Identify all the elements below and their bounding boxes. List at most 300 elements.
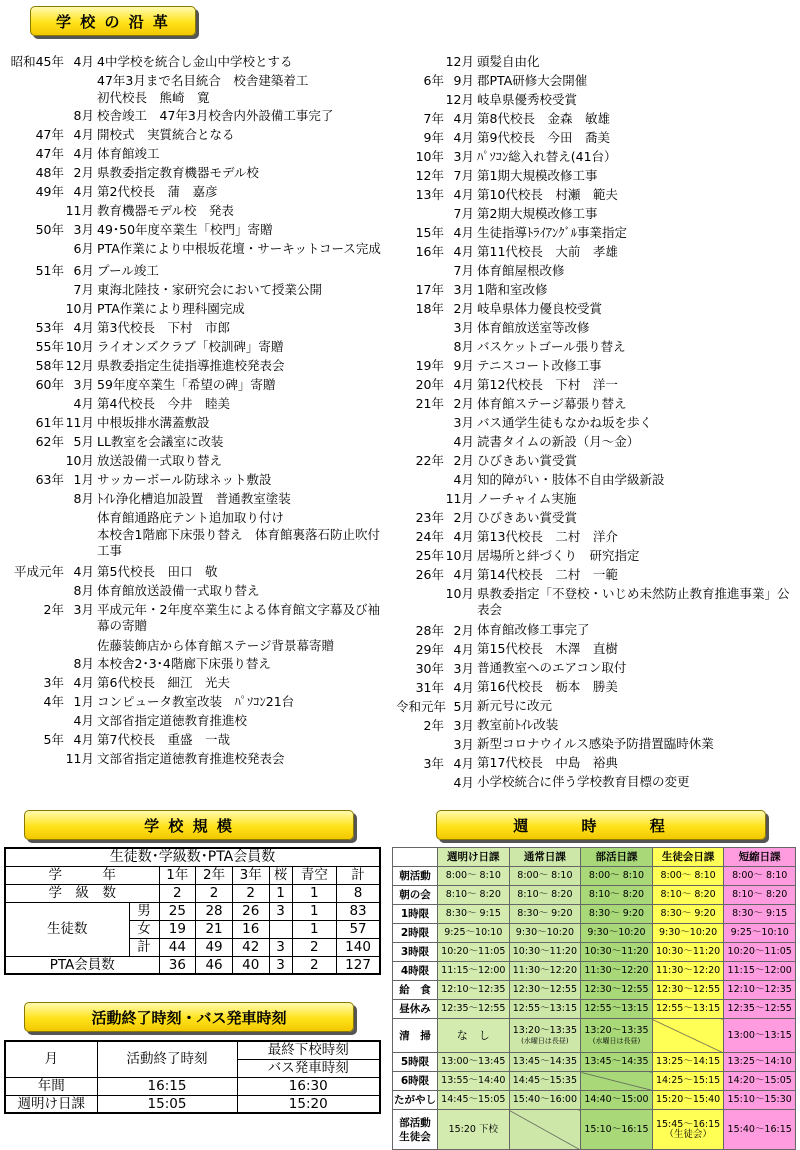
history-event: 第1期大規模改修工事	[477, 167, 598, 183]
period-label: 1時限	[393, 905, 438, 924]
period-label: 給 食	[393, 981, 438, 1000]
history-year	[0, 239, 64, 258]
finish-time-table	[4, 1040, 381, 1114]
history-event: 本校舎2･3･4階廊下床張り替え	[97, 655, 271, 671]
history-row	[396, 299, 800, 318]
history-row	[0, 89, 392, 107]
history-event: ひびきあい賞受賞	[477, 509, 578, 525]
history-year: 13年	[415, 187, 444, 202]
schedule-cell: 8:00～ 8:10	[581, 867, 653, 886]
history-event: 普通教室へのエアコン取付	[477, 660, 627, 675]
schedule-row	[393, 1053, 796, 1072]
history-event: プール竣工	[97, 262, 159, 278]
history-month: 12月	[445, 54, 474, 69]
cell: 42	[232, 938, 269, 956]
history-month: 8月	[73, 656, 94, 671]
history-year: 48年	[35, 165, 64, 180]
history-month: 10月	[445, 586, 474, 601]
schedule-cell: 8:10～ 8:20	[509, 886, 581, 905]
history-event: 佐藤装飾店から体育館ステージ背景幕寄贈	[97, 638, 335, 653]
history-row	[0, 637, 392, 655]
history-event: 第8代校長 金森 敏雄	[477, 110, 610, 126]
schedule-cell: 8:00～ 8:10	[509, 867, 581, 886]
history-event: 郡PTA研修大会開催	[477, 72, 588, 88]
history-event: 岐阜県体力優良校受賞	[477, 300, 603, 316]
history-list-right	[396, 52, 800, 792]
history-event: ライオンズクラブ「校訓碑」寄贈	[97, 338, 284, 354]
history-row	[396, 546, 800, 565]
bus-time: 15:20	[237, 1095, 380, 1113]
history-month: 6月	[73, 241, 94, 256]
history-month: 4月	[73, 184, 94, 199]
schedule-cell: 8:00～ 8:10	[652, 867, 724, 886]
history-row	[396, 185, 800, 204]
history-event: 中根坂排水溝蓋敷設	[97, 414, 210, 430]
history-year: 28年	[415, 622, 444, 638]
history-year	[0, 711, 64, 730]
schedule-cell: 11:15～12:00	[438, 962, 510, 981]
history-year: 49年	[35, 184, 64, 199]
history-year	[396, 261, 444, 280]
period-label: 朝活動	[393, 867, 438, 886]
history-year: 58年	[35, 358, 64, 373]
history-event: 初代校長 熊崎 寛	[97, 90, 210, 105]
history-month: 12月	[445, 92, 474, 107]
history-row	[396, 773, 800, 792]
period-label	[393, 1110, 438, 1150]
history-row	[396, 432, 800, 451]
history-year	[0, 526, 64, 560]
history-month: 2月	[453, 622, 474, 638]
history-row	[0, 451, 392, 470]
row-label: 年間	[5, 1077, 97, 1095]
history-event: 第3代校長 下村 市郎	[97, 319, 230, 335]
history-row	[396, 413, 800, 432]
cell: 127	[337, 956, 380, 974]
history-event: ﾊﾟｿｺﾝ総入れ替え(41台）	[477, 148, 617, 164]
col-header: 1年	[159, 866, 196, 884]
cell: 25	[159, 902, 196, 920]
history-month: 4月	[73, 564, 94, 579]
schedule-row	[393, 981, 796, 1000]
history-year: 50年	[35, 222, 64, 237]
history-row	[396, 242, 800, 261]
history-row	[396, 697, 800, 716]
history-year: 24年	[415, 529, 444, 544]
history-row	[396, 678, 800, 697]
history-row	[396, 754, 800, 773]
cell: 36	[159, 956, 196, 974]
history-year: 23年	[415, 510, 444, 525]
history-row	[0, 220, 392, 239]
schedule-row	[393, 1091, 796, 1110]
history-year: 6年	[423, 73, 444, 88]
history-event: 体育館竣工	[97, 145, 160, 161]
schedule-cell: 9:30～10:20	[509, 924, 581, 943]
cell	[269, 920, 292, 938]
history-event: 第10代校長 村瀬 範夫	[477, 186, 618, 202]
period-label: 6時限	[393, 1072, 438, 1091]
history-year: 30年	[415, 660, 444, 676]
history-year	[396, 337, 444, 356]
history-event: 岐阜県優秀校受賞	[477, 91, 578, 107]
history-row	[0, 692, 392, 711]
schedule-cell	[509, 1019, 581, 1053]
history-month: 3月	[453, 149, 474, 164]
cell: 140	[337, 938, 380, 956]
history-year: 平成元年	[13, 564, 64, 579]
col-header: 計	[337, 866, 380, 884]
history-event: 第5代校長 田口 敬	[97, 563, 218, 579]
schedule-cell	[652, 1110, 724, 1150]
history-month: 8月	[73, 108, 94, 123]
schedule-cell: 8:10～ 8:20	[581, 886, 653, 905]
history-event: 第4代校長 今井 睦美	[97, 395, 230, 411]
cell: 83	[337, 902, 380, 920]
history-row	[0, 600, 392, 637]
female-label: 女	[129, 920, 159, 938]
history-year: 25年	[415, 548, 444, 563]
history-event: 開校式 実質統合となる	[97, 126, 235, 142]
history-row	[396, 166, 800, 185]
history-row	[0, 52, 392, 71]
schedule-cell: 11:15～12:00	[724, 962, 796, 981]
history-row	[396, 470, 800, 489]
history-month: 4月	[453, 225, 474, 240]
history-month	[64, 71, 94, 89]
schedule-cell: 12:55～13:15	[652, 1000, 724, 1019]
history-month: 3月	[453, 320, 474, 335]
history-row	[0, 280, 392, 299]
cell: 1	[292, 884, 336, 902]
schedule-header: 生徒会日課	[652, 848, 724, 867]
history-row	[396, 621, 800, 640]
schedule-cell: 13:00～13:45	[438, 1053, 510, 1072]
cell: 1	[292, 902, 336, 920]
history-year: 47年	[35, 146, 64, 161]
history-year: 12年	[415, 168, 444, 183]
history-row	[0, 106, 392, 125]
history-year	[0, 280, 64, 299]
period-label: 昼休み	[393, 1000, 438, 1019]
schedule-cell: 12:10～12:35	[438, 981, 510, 1000]
history-month: 2月	[453, 301, 474, 316]
history-row	[0, 470, 392, 489]
history-row	[396, 204, 800, 223]
history-row	[0, 71, 392, 89]
history-month: 5月	[73, 434, 94, 449]
schedule-cell: 13:25～14:10	[724, 1053, 796, 1072]
history-row	[396, 735, 800, 754]
schedule-cell: 10:30～11:20	[652, 943, 724, 962]
schedule-cell: 13:00～13:15	[724, 1019, 796, 1053]
schedule-heading: 週 時 程	[436, 810, 766, 840]
schedule-row	[393, 943, 796, 962]
schedule-row	[393, 1072, 796, 1091]
history-year: 22年	[415, 453, 444, 468]
history-year	[396, 735, 444, 754]
history-month: 7月	[453, 168, 474, 183]
history-row	[396, 565, 800, 584]
history-row	[396, 584, 800, 621]
history-month: 8月	[73, 491, 94, 506]
col-header: 3年	[232, 866, 269, 884]
history-year: 令和元年	[396, 698, 447, 714]
history-year: 29年	[415, 641, 444, 657]
weekly-schedule-table	[392, 847, 796, 1150]
schedule-cell: 8:00～ 8:10	[724, 867, 796, 886]
history-month: 4月	[73, 54, 94, 69]
history-event: 教育機器モデル校 発表	[97, 202, 234, 218]
history-row	[0, 711, 392, 730]
schedule-cell: 9:25～10:10	[724, 924, 796, 943]
history-event: ひびきあい賞受賞	[477, 452, 578, 468]
history-event: 第13代校長 二村 洋介	[477, 528, 618, 544]
history-year: 4年	[43, 694, 64, 709]
end-time: 15:05	[97, 1095, 237, 1113]
history-row	[0, 318, 392, 337]
schedule-header: 部活日課	[581, 848, 653, 867]
history-month: 7月	[73, 282, 94, 297]
history-event: 県教委指定「不登校・いじめ未然防止教育推進事業」公表会	[477, 585, 790, 617]
history-month: 11月	[65, 751, 94, 766]
history-event: 第6代校長 細江 光夫	[97, 674, 230, 690]
history-event: 第11代校長 大前 孝雄	[477, 243, 618, 259]
history-row	[0, 261, 392, 280]
history-year: 18年	[415, 301, 444, 316]
schedule-header: 週明け日課	[438, 848, 510, 867]
history-month: 1月	[73, 472, 94, 487]
schedule-cell: 12:35～12:55	[438, 1000, 510, 1019]
cell: 57	[337, 920, 380, 938]
history-event: 校舎竣工 47年3月校舎内外設備工事完了	[97, 107, 334, 123]
history-row	[0, 337, 392, 356]
history-event: PTA作業により理科園完成	[97, 300, 245, 316]
history-year: 昭和45年	[10, 54, 64, 69]
schedule-cell: 10:20～11:05	[438, 943, 510, 962]
cell: 2	[292, 956, 336, 974]
history-list-left	[0, 52, 392, 768]
col-header: 2年	[196, 866, 233, 884]
clean-note: (水曜日は長昼)	[592, 1036, 641, 1045]
history-month: 8月	[73, 583, 94, 598]
history-year	[396, 432, 444, 451]
history-month: 10月	[65, 453, 94, 468]
schedule-header: 通常日課	[509, 848, 581, 867]
schedule-cell: 14:25～15:15	[652, 1072, 724, 1091]
bus-time: 16:30	[237, 1077, 380, 1095]
history-year	[396, 584, 444, 618]
history-event: 頭髪自由化	[477, 53, 540, 69]
history-month	[64, 508, 94, 526]
history-month: 4月	[73, 675, 94, 690]
period-label-line1: 部活動	[399, 1116, 431, 1129]
history-month: 3月	[453, 282, 474, 297]
schedule-cell: 11:30～12:20	[652, 962, 724, 981]
col-header: 桜	[269, 866, 292, 884]
schedule-row	[393, 867, 796, 886]
schedule-row	[393, 962, 796, 981]
history-row	[396, 128, 800, 147]
col-header: 青空	[292, 866, 336, 884]
history-row	[396, 356, 800, 375]
history-row	[0, 163, 392, 182]
cell: 26	[232, 902, 269, 920]
history-year: 2年	[423, 717, 444, 733]
history-month: 7月	[453, 263, 474, 278]
finish-heading: 活動終了時刻・バス発車時刻	[24, 1002, 354, 1032]
history-year: 61年	[35, 415, 64, 430]
history-row	[396, 71, 800, 90]
history-month: 8月	[453, 339, 474, 354]
period-label: 5時限	[393, 1053, 438, 1072]
history-event: 小学校統合に伴う学校教育目標の変更	[477, 774, 690, 789]
history-event: 文部省指定道徳教育推進校	[97, 712, 248, 728]
history-row	[396, 375, 800, 394]
row-label: 週明け日課	[5, 1095, 97, 1113]
schedule-cell: 13:45～14:35	[509, 1053, 581, 1072]
history-event: 47年3月まで名目統合 校舎建築着工	[97, 72, 309, 88]
period-label: 3時限	[393, 943, 438, 962]
history-row	[396, 109, 800, 128]
cell: 1	[292, 920, 336, 938]
history-event: 県教委指定生徒指導推進校発表会	[97, 357, 285, 373]
bus-departure-label: バス発車時刻	[237, 1059, 380, 1077]
history-row	[0, 508, 392, 526]
history-event: 49･50年度卒業生「校門」寄贈	[97, 221, 273, 237]
history-year	[0, 508, 64, 526]
schedule-time: 13:20～13:35	[584, 1024, 649, 1036]
history-event: 知的障がい・肢体不自由学級新設	[477, 471, 665, 487]
history-event: 文部省指定道徳教育推進校発表会	[97, 750, 285, 766]
history-row	[396, 280, 800, 299]
period-label: 朝の会	[393, 886, 438, 905]
history-month: 4月	[453, 774, 474, 790]
schedule-time: 13:20～13:35	[512, 1024, 578, 1036]
history-event: 第12代校長 下村 洋一	[477, 376, 618, 392]
history-year: 21年	[415, 396, 444, 411]
schedule-cell: 12:30～12:55	[581, 981, 653, 1000]
history-heading: 学 校 の 沿 革	[30, 6, 196, 36]
history-row	[396, 489, 800, 508]
history-year	[0, 581, 64, 600]
schedule-cell: 9:25～10:10	[438, 924, 510, 943]
history-event: 第15代校長 木澤 直樹	[477, 641, 618, 656]
history-year	[0, 106, 64, 125]
history-event: 体育館放送室等改修	[477, 319, 590, 335]
schedule-row	[393, 1019, 796, 1053]
history-event: 第14代校長 二村 一範	[477, 566, 618, 582]
history-month: 4月	[73, 127, 94, 142]
schedule-row	[393, 905, 796, 924]
history-event: 教室前ﾄｲﾚ改装	[477, 717, 559, 732]
schedule-cell: 8:30～ 9:15	[724, 905, 796, 924]
schedule-cell: 11:30～12:20	[581, 962, 653, 981]
history-month: 4月	[73, 320, 94, 335]
council-note: （生徒会）	[664, 1128, 712, 1140]
cell: 2	[292, 938, 336, 956]
history-month: 11月	[445, 491, 474, 506]
cell: 3	[269, 902, 292, 920]
month-label: 月	[5, 1041, 97, 1077]
schedule-cell	[509, 1110, 581, 1150]
history-year: 3年	[43, 675, 64, 690]
history-row	[396, 52, 800, 71]
cell: 49	[196, 938, 233, 956]
schedule-cell: 15:40～16:00	[509, 1091, 581, 1110]
history-event: LL教室を会議室に改装	[97, 433, 224, 449]
history-month: 9月	[453, 73, 474, 88]
history-event: ノーチャイム実施	[477, 490, 577, 506]
history-month: 10月	[445, 548, 474, 563]
history-row	[0, 239, 392, 261]
schedule-cell: 8:10～ 8:20	[724, 886, 796, 905]
history-year	[396, 773, 444, 792]
schedule-cell: 8:30～ 9:20	[652, 905, 724, 924]
history-year: 53年	[35, 320, 64, 335]
cell: 46	[196, 956, 233, 974]
history-event: 体育館改修工事完了	[477, 622, 590, 637]
history-month: 4月	[453, 567, 474, 582]
history-year: 31年	[415, 679, 444, 695]
schedule-cell: 8:30～ 9:20	[509, 905, 581, 924]
history-month: 10月	[65, 339, 94, 354]
history-row	[0, 581, 392, 600]
history-month: 2月	[453, 453, 474, 468]
history-year: 20年	[415, 377, 444, 392]
history-month: 9月	[453, 358, 474, 373]
history-year: 9年	[423, 130, 444, 145]
history-event: 1階和室改修	[477, 281, 548, 297]
schedule-row	[393, 886, 796, 905]
history-month: 4月	[453, 244, 474, 259]
class-count-label: 学 級 数	[5, 884, 159, 902]
history-year	[0, 71, 64, 89]
history-year: 60年	[35, 377, 64, 392]
history-year: 17年	[415, 282, 444, 297]
history-month: 4月	[453, 434, 474, 449]
history-year: 19年	[415, 358, 444, 373]
year-label: 学 年	[5, 866, 159, 884]
schedule-cell: 12:30～12:55	[509, 981, 581, 1000]
history-row	[0, 432, 392, 451]
history-month: 4月	[453, 377, 474, 392]
history-month: 12月	[65, 358, 94, 373]
history-event: 59年度卒業生「希望の碑」寄贈	[97, 376, 276, 392]
history-year	[396, 90, 444, 109]
history-row	[0, 730, 392, 749]
history-year: 47年	[35, 127, 64, 142]
history-event: 4中学校を統合し金山中学校とする	[97, 53, 293, 69]
history-row	[0, 299, 392, 318]
history-row	[0, 201, 392, 220]
period-label: たがやし	[393, 1091, 438, 1110]
cell: 2	[159, 884, 196, 902]
history-row	[396, 337, 800, 356]
last-leave-label: 最終下校時刻	[237, 1041, 380, 1059]
scale-title: 生徒数･学級数･PTA会員数	[5, 848, 380, 866]
history-event: 放送設備一式取り替え	[97, 452, 223, 468]
schedule-cell: 12:30～12:55	[652, 981, 724, 1000]
history-row	[0, 144, 392, 163]
history-month: 3月	[453, 717, 474, 733]
cell: 2	[232, 884, 269, 902]
history-year	[0, 201, 64, 220]
history-row	[0, 562, 392, 581]
cell: 16	[232, 920, 269, 938]
history-month: 4月	[453, 130, 474, 145]
history-year: 55年	[35, 339, 64, 354]
